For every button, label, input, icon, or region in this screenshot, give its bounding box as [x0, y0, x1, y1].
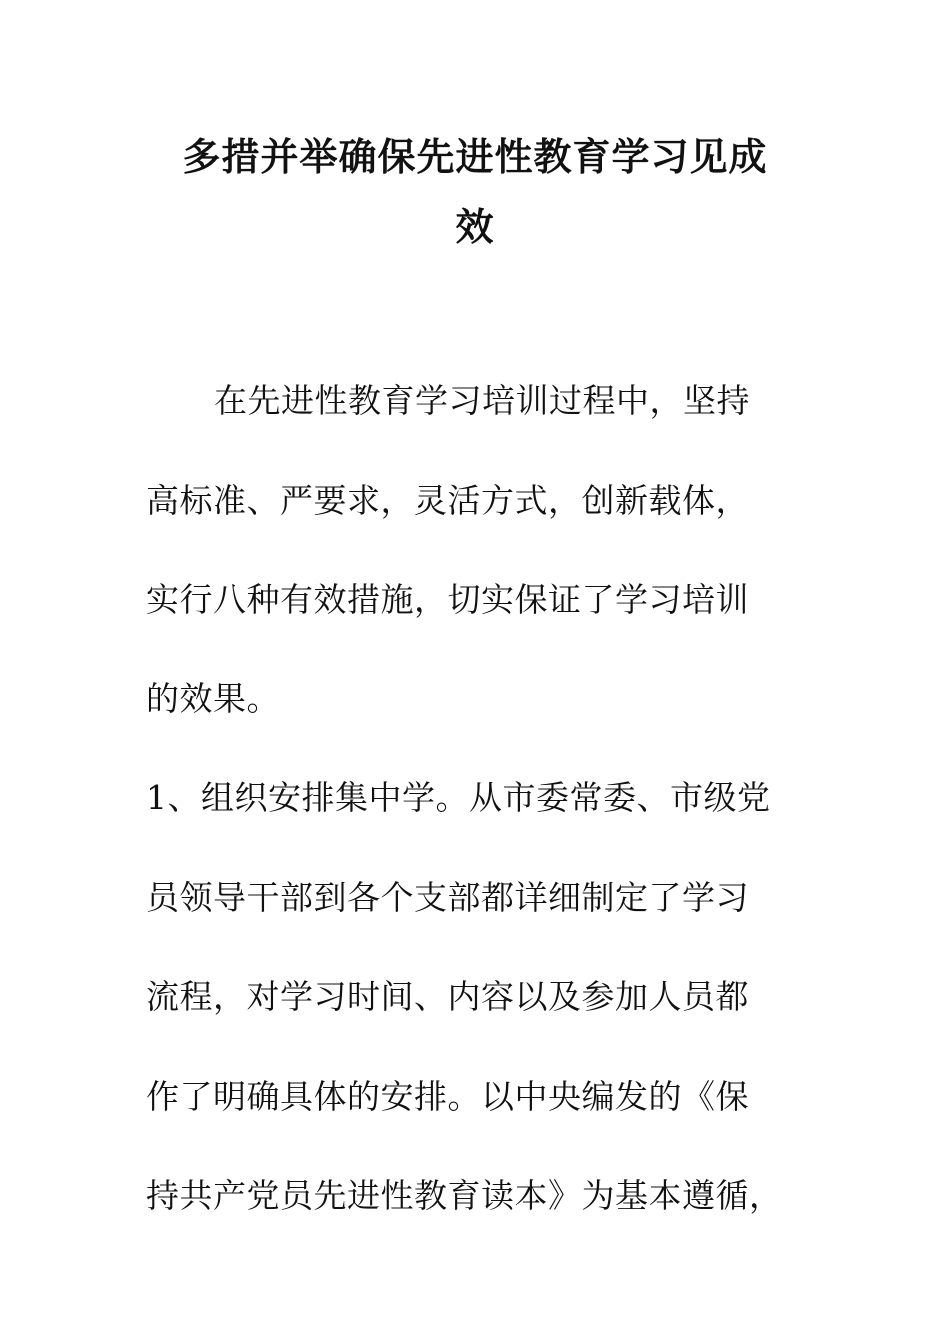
body-line-4: 的效果。: [146, 679, 280, 718]
body-line-5: 1、组织安排集中学。从市委常委、市级党: [146, 778, 771, 817]
body-line-8: 作了明确具体的安排。以中央编发的《保: [146, 1077, 749, 1116]
title-line-2: 效: [455, 205, 495, 249]
body-line-9: 持共产党员先进性教育读本》为基本遵循，: [146, 1176, 783, 1215]
document-title: [140, 122, 810, 262]
body-line-2: 高标准、严要求，灵活方式，创新载体，: [146, 481, 749, 520]
body-line-1: 在先进性教育学习培训过程中，坚持: [214, 381, 750, 420]
title-line-1: 多措并举确保先进性教育学习见成: [182, 135, 768, 179]
body-line-6: 员领导干部到各个支部都详细制定了学习: [146, 878, 749, 917]
body-line-7: 流程，对学习时间、内容以及参加人员都: [146, 977, 749, 1016]
body-line-3: 实行八种有效措施，切实保证了学习培训: [146, 580, 749, 619]
